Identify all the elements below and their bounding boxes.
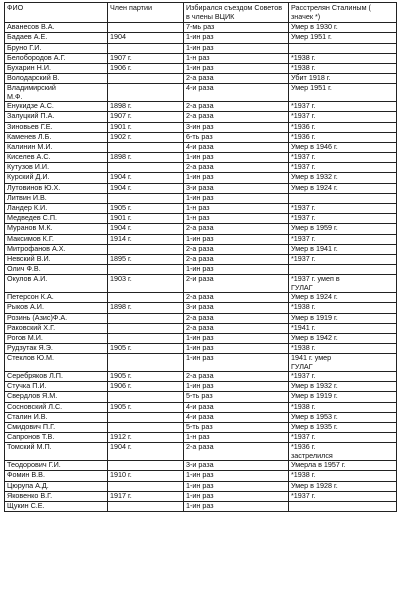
cell-party xyxy=(108,74,184,84)
cell-fate: *1937 г. xyxy=(289,433,397,443)
table-row xyxy=(5,234,397,244)
cell-fate: Умер в 1942 г. xyxy=(289,333,397,343)
cell-elected: 4-и раза xyxy=(184,84,289,102)
cell-elected: 1-ин раз xyxy=(184,63,289,73)
cell-fate: *1937 г. xyxy=(289,214,397,224)
cell-elected: 1-н раз xyxy=(184,433,289,443)
cell-elected: 6-ть раз xyxy=(184,132,289,142)
table-row xyxy=(5,275,397,293)
cell-name: Розинь (Азис)Ф.А. xyxy=(5,313,108,323)
cell-fate: *1938 г. xyxy=(289,63,397,73)
table-row xyxy=(5,102,397,112)
cell-name: Свердлов Я.М. xyxy=(5,392,108,402)
members-table xyxy=(4,2,397,512)
cell-party: 1898 г. xyxy=(108,303,184,313)
table-row xyxy=(5,323,397,333)
table-row xyxy=(5,153,397,163)
cell-name: Енукидзе А.С. xyxy=(5,102,108,112)
cell-party: 1898 г. xyxy=(108,102,184,112)
cell-party xyxy=(108,412,184,422)
cell-elected: 2-а раза xyxy=(184,313,289,323)
cell-elected: 2-а раза xyxy=(184,74,289,84)
table-row xyxy=(5,173,397,183)
cell-elected: 2-а раза xyxy=(184,224,289,234)
cell-fate: *1937 г. xyxy=(289,234,397,244)
cell-name: Фомин В.В. xyxy=(5,471,108,481)
cell-fate: *1937 г. xyxy=(289,163,397,173)
cell-name: Калинин М.И. xyxy=(5,142,108,152)
cell-elected: 1-ин раз xyxy=(184,193,289,203)
cell-party: 1905 г. xyxy=(108,372,184,382)
table-row xyxy=(5,344,397,354)
cell-fate: Умер в 1932 г. xyxy=(289,382,397,392)
table-row xyxy=(5,372,397,382)
cell-fate: *1937 г. умеп в ГУЛАГ xyxy=(289,275,397,293)
table-row xyxy=(5,122,397,132)
header-fate: Расстрелян Сталиным ( значек *) xyxy=(289,3,397,23)
cell-name: Муранов М.К. xyxy=(5,224,108,234)
cell-elected: 2-а раза xyxy=(184,102,289,112)
cell-name: Владимирский М.Ф. xyxy=(5,84,108,102)
cell-party xyxy=(108,333,184,343)
cell-fate: *1941 г. xyxy=(289,323,397,333)
cell-party xyxy=(108,293,184,303)
cell-name: Невский В.И. xyxy=(5,254,108,264)
table-row xyxy=(5,63,397,73)
cell-elected: 1-ин раз xyxy=(184,265,289,275)
cell-party: 1904 г. xyxy=(108,173,184,183)
cell-name: Аванесов В.А. xyxy=(5,23,108,33)
cell-elected: 2-а раза xyxy=(184,112,289,122)
cell-fate xyxy=(289,43,397,53)
cell-name: Стучка П.И. xyxy=(5,382,108,392)
cell-party: 1914 г. xyxy=(108,234,184,244)
table-row xyxy=(5,112,397,122)
table-row xyxy=(5,254,397,264)
cell-party xyxy=(108,354,184,372)
cell-party xyxy=(108,461,184,471)
cell-name: Рудзутак Я.Э. xyxy=(5,344,108,354)
cell-elected: 1-н раз xyxy=(184,204,289,214)
cell-party xyxy=(108,501,184,511)
cell-elected: 2-а раза xyxy=(184,163,289,173)
cell-name: Киселев А.С. xyxy=(5,153,108,163)
cell-elected: 1-ин раз xyxy=(184,481,289,491)
cell-party xyxy=(108,392,184,402)
cell-fate: *1937 г. xyxy=(289,102,397,112)
table-row xyxy=(5,23,397,33)
cell-name: Смидович П.Г. xyxy=(5,423,108,433)
cell-name: Курский Д.И. xyxy=(5,173,108,183)
cell-name: Цюрупа А.Д. xyxy=(5,481,108,491)
cell-name: Стеклов Ю.М. xyxy=(5,354,108,372)
cell-party: 1905 г. xyxy=(108,344,184,354)
table-row xyxy=(5,183,397,193)
cell-name: Яковенко В.Г. xyxy=(5,491,108,501)
cell-fate: Умер в 1924 г. xyxy=(289,183,397,193)
cell-party: 1905 г. xyxy=(108,204,184,214)
cell-elected: 1-ин раз xyxy=(184,173,289,183)
cell-party xyxy=(108,265,184,275)
cell-party: 1912 г. xyxy=(108,433,184,443)
cell-party xyxy=(108,481,184,491)
cell-fate: *1938 г. xyxy=(289,344,397,354)
cell-elected: 1-ин раз xyxy=(184,382,289,392)
table-row xyxy=(5,163,397,173)
cell-fate: Умер в 1930 г. xyxy=(289,23,397,33)
cell-party: 1906 г. xyxy=(108,382,184,392)
cell-fate: Умерла в 1957 г. xyxy=(289,461,397,471)
table-row xyxy=(5,471,397,481)
cell-party xyxy=(108,142,184,152)
cell-elected: 1-ин раз xyxy=(184,501,289,511)
table-row xyxy=(5,132,397,142)
table-row xyxy=(5,142,397,152)
cell-name: Максимов К.Г. xyxy=(5,234,108,244)
table-row xyxy=(5,244,397,254)
table-row xyxy=(5,354,397,372)
cell-name: Володарский В. xyxy=(5,74,108,84)
table-row xyxy=(5,303,397,313)
cell-elected: 1-н раз xyxy=(184,53,289,63)
table-row xyxy=(5,382,397,392)
table-row xyxy=(5,193,397,203)
cell-name: Рогов М.И. xyxy=(5,333,108,343)
cell-party: 1907 г. xyxy=(108,53,184,63)
header-elected: Избирался съездом Советов в члены ВЦИК xyxy=(184,3,289,23)
header-party: Член партии xyxy=(108,3,184,23)
cell-party: 1906 г. xyxy=(108,63,184,73)
cell-name: Теодорович Г.И. xyxy=(5,461,108,471)
table-row xyxy=(5,402,397,412)
cell-fate: Умер в 1932 г. xyxy=(289,173,397,183)
cell-elected: 1-ин раз xyxy=(184,354,289,372)
cell-fate: Умер 1951 г. xyxy=(289,33,397,43)
cell-name: Литвин И.В. xyxy=(5,193,108,203)
cell-elected: 1-ин раз xyxy=(184,491,289,501)
cell-name: Лутовинов Ю.Х. xyxy=(5,183,108,193)
cell-fate xyxy=(289,265,397,275)
cell-elected: 4-и раза xyxy=(184,412,289,422)
table-row xyxy=(5,33,397,43)
cell-elected: 1-ин раз xyxy=(184,33,289,43)
cell-name: Сапронов Т.В. xyxy=(5,433,108,443)
table-row xyxy=(5,333,397,343)
table-header xyxy=(5,3,397,23)
cell-name: Бухарин Н.И. xyxy=(5,63,108,73)
cell-elected: 3-и раза xyxy=(184,183,289,193)
cell-party: 1904 г. xyxy=(108,443,184,461)
cell-name: Зиновьев Г.Е. xyxy=(5,122,108,132)
table-row xyxy=(5,204,397,214)
cell-fate: Умер в 1919 г. xyxy=(289,392,397,402)
cell-name: Белобородов А.Г. xyxy=(5,53,108,63)
cell-elected: 1-ин раз xyxy=(184,333,289,343)
cell-elected: 7-мь раз xyxy=(184,23,289,33)
cell-fate: Умер в 1935 г. xyxy=(289,423,397,433)
cell-name: Залуцкий П.А. xyxy=(5,112,108,122)
cell-elected: 1-ин раз xyxy=(184,471,289,481)
cell-party xyxy=(108,193,184,203)
cell-name: Бруно Г.И. xyxy=(5,43,108,53)
cell-name: Митрофанов А.Х. xyxy=(5,244,108,254)
table-row xyxy=(5,53,397,63)
cell-fate: *1938 г. xyxy=(289,53,397,63)
cell-fate: *1938 г. xyxy=(289,471,397,481)
cell-elected: 4-и раза xyxy=(184,402,289,412)
cell-name: Окулов А.И. xyxy=(5,275,108,293)
table-row xyxy=(5,43,397,53)
cell-party xyxy=(108,244,184,254)
cell-party: 1917 г. xyxy=(108,491,184,501)
cell-fate: *1936 г. xyxy=(289,132,397,142)
cell-party xyxy=(108,23,184,33)
cell-party: 1902 г. xyxy=(108,132,184,142)
cell-party: 1904 г. xyxy=(108,224,184,234)
cell-name: Томский М.П. xyxy=(5,443,108,461)
cell-elected: 1-н раз xyxy=(184,214,289,224)
cell-party: 1901 г. xyxy=(108,214,184,224)
table-row xyxy=(5,224,397,234)
cell-elected: 1-ин раз xyxy=(184,153,289,163)
document-page xyxy=(4,2,396,512)
cell-fate: *1936 г. застрелился xyxy=(289,443,397,461)
cell-name: Серебряков Л.П. xyxy=(5,372,108,382)
cell-fate: *1938 г. xyxy=(289,402,397,412)
cell-fate xyxy=(289,501,397,511)
table-row xyxy=(5,443,397,461)
cell-name: Щукин С.Е. xyxy=(5,501,108,511)
cell-fate: Умер в 1953 г. xyxy=(289,412,397,422)
cell-elected: 2-а раза xyxy=(184,293,289,303)
table-body xyxy=(5,23,397,512)
cell-name: Бадаев А.Е. xyxy=(5,33,108,43)
cell-party xyxy=(108,323,184,333)
cell-name: Петерсон К.А. xyxy=(5,293,108,303)
cell-party xyxy=(108,84,184,102)
cell-party: 1904 xyxy=(108,33,184,43)
table-row xyxy=(5,74,397,84)
cell-fate: Умер в 1924 г. xyxy=(289,293,397,303)
cell-name: Сталин И.В. xyxy=(5,412,108,422)
cell-fate: *1937 г. xyxy=(289,491,397,501)
cell-fate xyxy=(289,193,397,203)
cell-name: Ландер К.И. xyxy=(5,204,108,214)
table-row xyxy=(5,265,397,275)
table-row xyxy=(5,392,397,402)
cell-elected: 2-а раза xyxy=(184,443,289,461)
cell-party xyxy=(108,423,184,433)
table-row xyxy=(5,491,397,501)
cell-fate: *1937 г. xyxy=(289,112,397,122)
table-row xyxy=(5,84,397,102)
header-name: ФИО xyxy=(5,3,108,23)
cell-name: Каменев Л.Б. xyxy=(5,132,108,142)
cell-fate: *1937 г. xyxy=(289,254,397,264)
cell-fate: Умер в 1919 г. xyxy=(289,313,397,323)
cell-party xyxy=(108,163,184,173)
cell-fate: *1936 г. xyxy=(289,122,397,132)
cell-party xyxy=(108,313,184,323)
cell-elected: 2-а раза xyxy=(184,244,289,254)
cell-name: Медведев С.П. xyxy=(5,214,108,224)
cell-party: 1910 г. xyxy=(108,471,184,481)
table-row xyxy=(5,423,397,433)
table-row xyxy=(5,412,397,422)
table-row xyxy=(5,461,397,471)
table-row xyxy=(5,433,397,443)
cell-party xyxy=(108,43,184,53)
table-row xyxy=(5,313,397,323)
cell-elected: 2-и раза xyxy=(184,275,289,293)
header-row xyxy=(5,3,397,23)
cell-name: Олич Ф.В. xyxy=(5,265,108,275)
table-row xyxy=(5,214,397,224)
cell-party: 1898 г. xyxy=(108,153,184,163)
cell-fate: Умер в 1946 г. xyxy=(289,142,397,152)
table-row xyxy=(5,481,397,491)
cell-fate: *1938 г. xyxy=(289,303,397,313)
cell-name: Сосновский Л.С. xyxy=(5,402,108,412)
cell-fate: *1937 г. xyxy=(289,204,397,214)
cell-fate: Убит 1918 г. xyxy=(289,74,397,84)
cell-party: 1907 г. xyxy=(108,112,184,122)
cell-elected: 5-ть раз xyxy=(184,392,289,402)
cell-elected: 3-и раза xyxy=(184,303,289,313)
table-row xyxy=(5,293,397,303)
cell-party: 1904 г. xyxy=(108,183,184,193)
cell-fate: 1941 г. умер ГУЛАГ xyxy=(289,354,397,372)
cell-name: Кутузов И.И. xyxy=(5,163,108,173)
cell-elected: 3-ин раз xyxy=(184,122,289,132)
cell-elected: 1-ин раз xyxy=(184,43,289,53)
cell-party: 1905 г. xyxy=(108,402,184,412)
cell-elected: 2-а раза xyxy=(184,372,289,382)
cell-name: Рыков А.И. xyxy=(5,303,108,313)
cell-elected: 1-ин раз xyxy=(184,344,289,354)
cell-elected: 5-ть раз xyxy=(184,423,289,433)
cell-elected: 1-ин раз xyxy=(184,234,289,244)
cell-fate: Умер в 1941 г. xyxy=(289,244,397,254)
cell-party: 1901 г. xyxy=(108,122,184,132)
cell-fate: Умер 1951 г. xyxy=(289,84,397,102)
cell-fate: Умер в 1928 г. xyxy=(289,481,397,491)
cell-party: 1895 г. xyxy=(108,254,184,264)
cell-elected: 3-и раза xyxy=(184,461,289,471)
cell-elected: 2-а раза xyxy=(184,254,289,264)
cell-party: 1903 г. xyxy=(108,275,184,293)
cell-elected: 2-а раза xyxy=(184,323,289,333)
cell-elected: 4-и раза xyxy=(184,142,289,152)
cell-fate: *1937 г. xyxy=(289,153,397,163)
cell-fate: *1937 г. xyxy=(289,372,397,382)
table-row xyxy=(5,501,397,511)
cell-fate: Умер в 1959 г. xyxy=(289,224,397,234)
cell-name: Раковский Х.Г. xyxy=(5,323,108,333)
